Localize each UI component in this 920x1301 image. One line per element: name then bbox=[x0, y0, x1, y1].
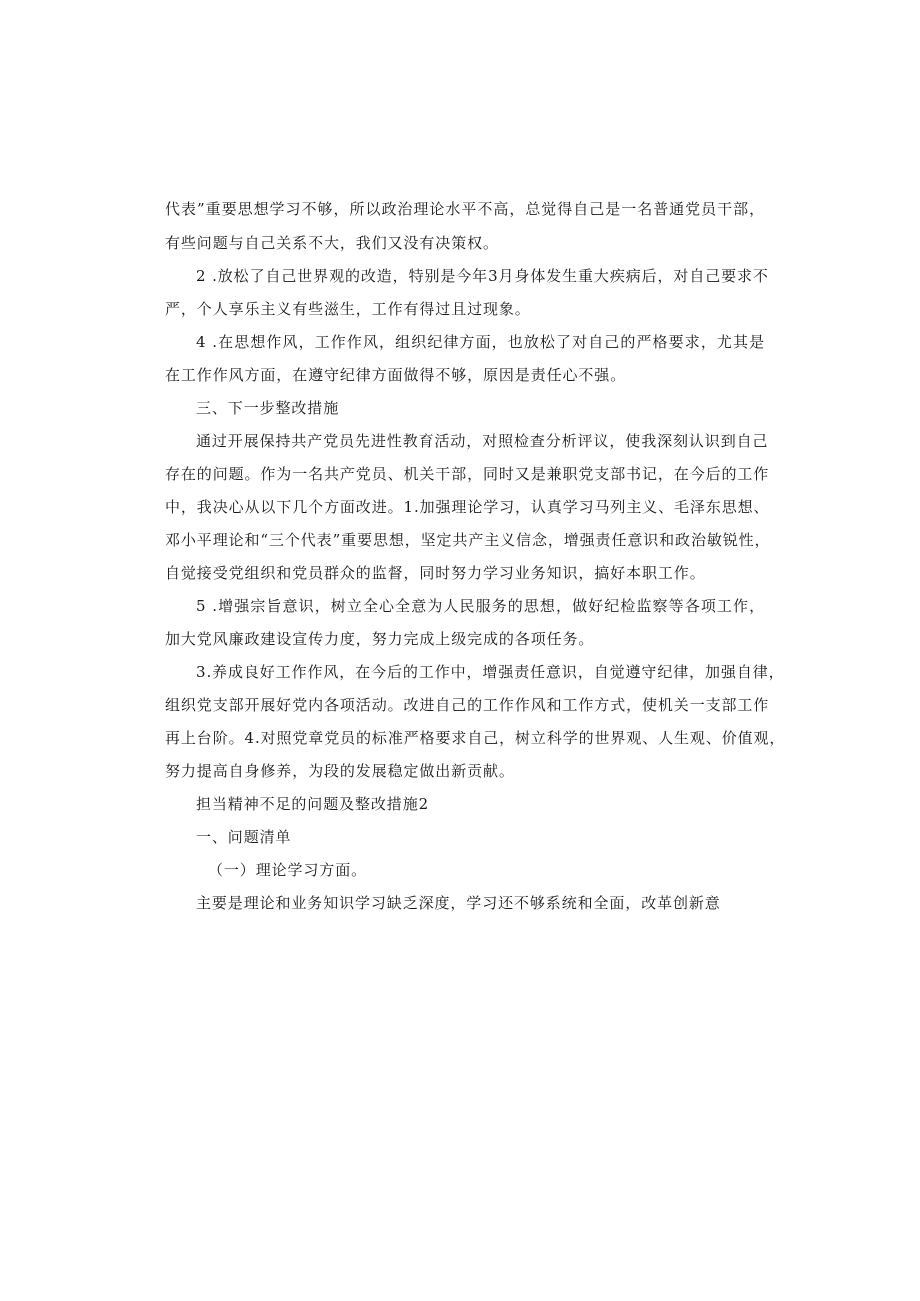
subsection-heading: （一）理论学习方面。 bbox=[208, 861, 368, 879]
paragraph-line: 在工作作风方面，在遵守纪律方面做得不够，原因是责任心不强。 bbox=[165, 366, 627, 384]
paragraph-line: 通过开展保持共产党员先进性教育活动，对照检查分析评议，使我深刻认识到自己 bbox=[196, 432, 769, 450]
paragraph-line: 自觉接受党组织和党员群众的监督，同时努力学习业务知识，搞好本职工作。 bbox=[165, 564, 706, 582]
paragraph-line: 5 .增强宗旨意识，树立全心全意为人民服务的思想，做好纪检监察等各项工作， bbox=[196, 597, 765, 615]
paragraph-line: 代表”重要思想学习不够，所以政治理论水平不高，总觉得自己是一名普通党员干部， bbox=[165, 200, 765, 218]
paragraph-line: 存在的问题。作为一名共产党员、机关干部，同时又是兼职党支部书记，在今后的工作 bbox=[165, 465, 770, 483]
paragraph-line: 努力提高自身修养，为段的发展稳定做出新贡献。 bbox=[165, 762, 515, 780]
paragraph-line: 再上台阶。4.对照党章党员的标准严格要求自己，树立科学的世界观、人生观、价值观， bbox=[165, 729, 786, 747]
paragraph-line: 严，个人享乐主义有些滋生，工作有得过且过现象。 bbox=[165, 300, 531, 318]
paragraph-line: 有些问题与自己关系不大，我们又没有决策权。 bbox=[165, 234, 499, 252]
paragraph-line: 3.养成良好工作作风，在今后的工作中，增强责任意识，自觉遵守纪律，加强自律， bbox=[196, 663, 785, 681]
document-title: 担当精神不足的问题及整改措施2 bbox=[196, 795, 430, 813]
paragraph-line: 邓小平理论和“三个代表”重要思想，坚定共产主义信念，增强责任意识和政治敏锐性， bbox=[165, 531, 771, 549]
paragraph-line: 2 .放松了自己世界观的改造，特别是今年3月身体发生重大疾病后，对自己要求不 bbox=[196, 267, 769, 285]
paragraph-line: 中，我决心从以下几个方面改进。1.加强理论学习，认真学习马列主义、毛泽东思想、 bbox=[165, 498, 770, 516]
paragraph-line: 组织党支部开展好党内各项活动。改进自己的工作作风和工作方式，使机关一支部工作 bbox=[165, 696, 770, 714]
paragraph-line: 加大党风廉政建设宣传力度，努力完成上级完成的各项任务。 bbox=[165, 630, 595, 648]
section-heading: 三、下一步整改措施 bbox=[196, 399, 340, 417]
paragraph-line: 主要是理论和业务知识学习缺乏深度，学习还不够系统和全面，改革创新意 bbox=[196, 894, 721, 912]
section-heading: 一、问题清单 bbox=[196, 828, 292, 846]
paragraph-line: 4 .在思想作风，工作作风，组织纪律方面，也放松了对自己的严格要求，尤其是 bbox=[196, 333, 765, 351]
